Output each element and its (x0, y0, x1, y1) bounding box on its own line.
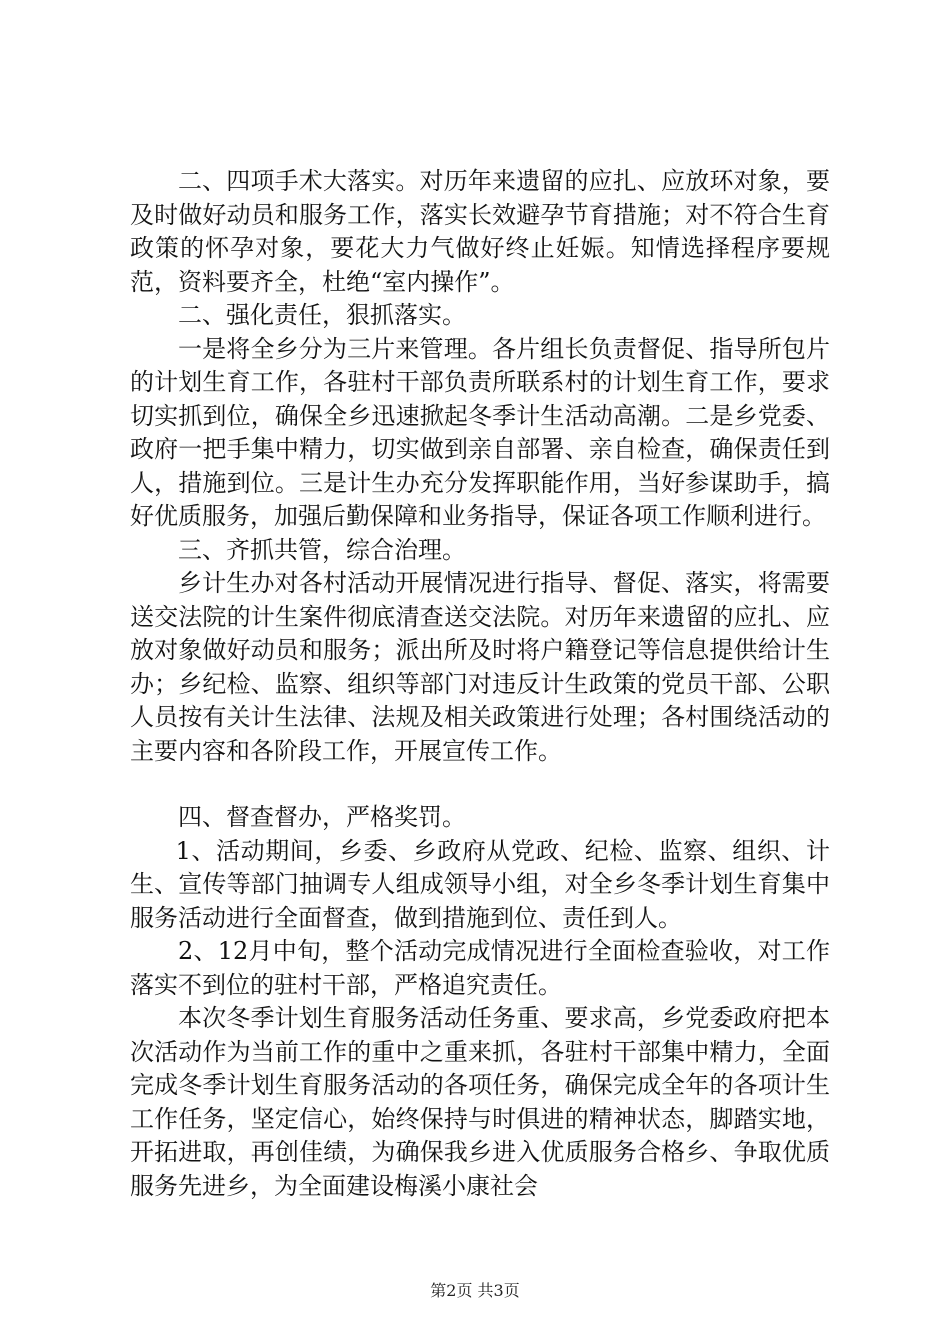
heading-joint-management: 三、齐抓共管，综合治理。 (178, 535, 466, 564)
paragraph-item-2: 2、12月中旬，整个活动完成情况进行全面检查验收，对工作落实不到位的驻村干部，严格追究责任。 (130, 937, 830, 999)
page-number-footer: 第2页 共3页 (430, 1281, 520, 1300)
paragraph-conclusion: 本次冬季计划生育服务活动任务重、要求高，乡党委政府把本次活动作为当前工作的重中之重来抓，各驻村干部集中精力，全面完成冬季计划生育服务活动的各项任务，确保完成全年的各项计生工作任务，坚定信心，始终保持与时俱进的精神状态，脚踏实地，开拓进取，再创佳绩，为确保我乡进入优质服务合格乡、争取优质服务先进乡，为全面建设梅溪小康社会 (130, 1004, 830, 1200)
heading-supervision-rewards: 四、督查督办，严格奖罚。 (178, 803, 466, 831)
document-body (130, 165, 830, 1203)
paragraph-family-planning-office: 乡计生办对各村活动开展情况进行指导、督促、落实，将需要送交法院的计生案件彻底清查送交法院。对历年来遗留的应扎、应放对象做好动员和服务；派出所及时将户籍登记等信息提供给计生办；乡纪检、监察、组织等部门对违反计生政策的党员干部、公职人员按有关计生法律、法规及相关政策进行处理；各村围绕活动的主要内容和各阶段工作，开展宣传工作。 (130, 569, 830, 765)
paragraph-item-1: 1、活动期间，乡委、乡政府从党政、纪检、监察、组织、计生、宣传等部门抽调专人组成领导小组，对全乡冬季计划生育集中服务活动进行全面督查，做到措施到位、责任到人。 (130, 836, 830, 932)
paragraph-surgery-implementation: 二、四项手术大落实。对历年来遗留的应扎、应放环对象，要及时做好动员和服务工作，落实长效避孕节育措施；对不符合生育政策的怀孕对象，要花大力气做好终止妊娠。知情选择程序要规范，资料要齐全，杜绝“室内操作”。 (130, 167, 830, 296)
paragraph-three-zones-management: 一是将全乡分为三片来管理。各片组长负责督促、指导所包片的计划生育工作，各驻村干部负责所联系村的计划生育工作，要求切实抓到位，确保全乡迅速掀起冬季计生活动高潮。二是乡党委、政府一把手集中精力，切实做到亲自部署、亲自检查，确保责任到人，措施到位。三是计生办充分发挥职能作用，当好参谋助手，搞好优质服务，加强后勤保障和业务指导，保证各项工作顺利进行。 (130, 334, 830, 530)
heading-strengthen-responsibility: 二、强化责任，狠抓落实。 (178, 301, 466, 329)
